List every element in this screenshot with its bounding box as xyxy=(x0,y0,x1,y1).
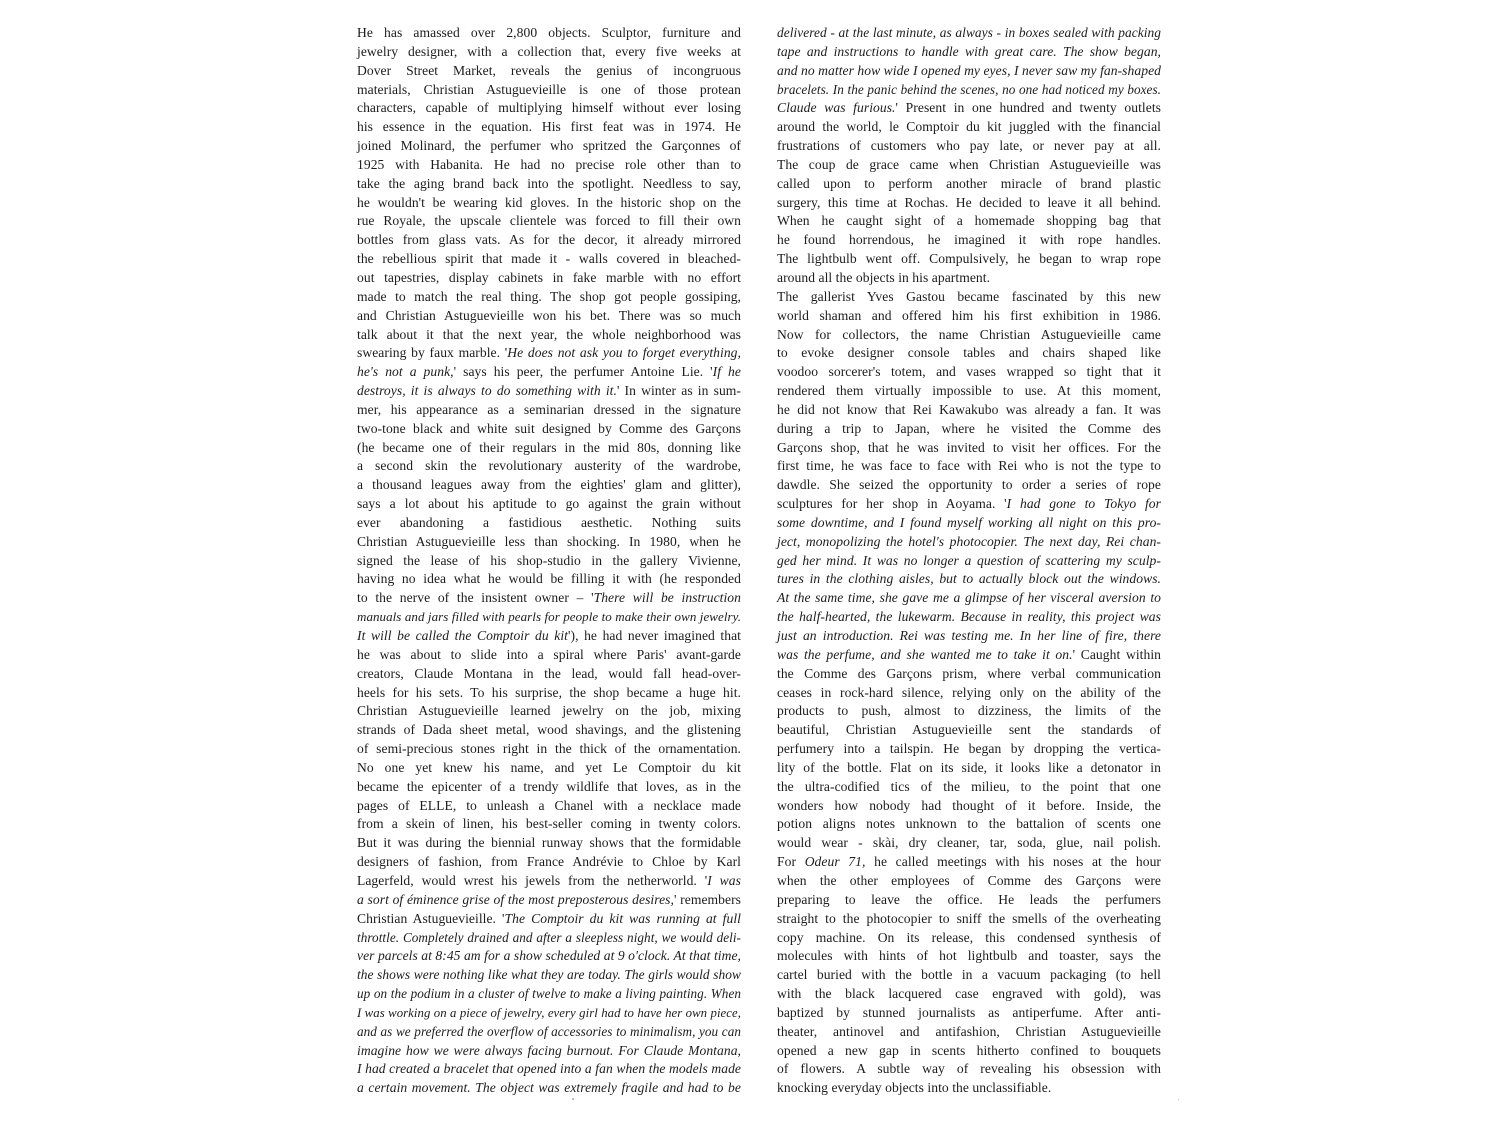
text-line xyxy=(357,1023,741,1042)
text-line xyxy=(777,401,1161,420)
italic-quote-segment: up on the podium in a cluster of twelve to make a living painting. When xyxy=(357,986,741,1002)
italic-quote-segment: and no matter how wide I opened my eyes, I never saw my fan-shaped xyxy=(777,62,1161,78)
text-segment: made to match the real thing. The shop got people gossiping, xyxy=(357,288,741,304)
text-segment: to the nerve of the insistent owner – ' xyxy=(357,590,594,606)
text-line xyxy=(777,702,1161,721)
italic-quote-segment: a certain movement. The object was extremely fragile and had to be xyxy=(357,1080,741,1096)
text-segment: to evoke designer console tables and chairs shaped like xyxy=(777,345,1161,361)
text-segment: Dover Street Market, reveals the genius of incongruous xyxy=(357,62,741,78)
text-segment: ' Caught within xyxy=(1072,646,1161,662)
text-segment: cartel buried with the bottle in a vacuum packaging (to hell xyxy=(777,967,1161,983)
italic-quote-segment: ged her mind. It was no longer a question of scattering my sculp- xyxy=(777,552,1161,568)
text-segment: straight to the photocopier to sniff the smells of the overheating xyxy=(777,910,1161,926)
italic-quote-segment: some downtime, and I found myself working all night on this pro- xyxy=(777,514,1161,530)
text-line xyxy=(357,740,741,759)
italic-quote-segment: manuals and jars filled with pearls for people to make their own jewelry. xyxy=(357,609,741,625)
italic-quote-segment: just an introduction. Rei was testing me. In her line of fire, there xyxy=(777,628,1161,643)
text-line xyxy=(357,929,741,948)
text-segment: the rebellious spirit that made it - walls covered in bleached- xyxy=(357,251,741,267)
text-line xyxy=(777,552,1161,571)
text-line xyxy=(357,608,741,627)
text-line xyxy=(357,721,741,740)
text-segment: Now for collectors, the name Christian Astuguevieille came xyxy=(777,326,1161,342)
text-segment: ' remembers xyxy=(673,891,741,907)
text-segment: of semi-precious stones right in the thick of the ornamentation. xyxy=(357,741,741,757)
text-segment: and Christian Astuguevieille won his bet. There was so much xyxy=(357,307,741,323)
text-line xyxy=(357,212,741,231)
text-segment: called upon to perform another miracle of brand plastic xyxy=(777,175,1161,191)
text-segment: The coup de grace came when Christian Astuguevieille was xyxy=(777,156,1161,172)
text-line xyxy=(357,815,741,834)
italic-quote-segment: throttle. Completely drained and after a sleepless night, we would deli- xyxy=(357,929,741,945)
text-line xyxy=(357,778,741,797)
text-line xyxy=(357,420,741,439)
italic-quote-segment: tures in the clothing aisles, but to actually block out the windows. xyxy=(777,571,1161,587)
italic-quote-segment: delivered - at the last minute, as always - in boxes sealed with packing xyxy=(777,25,1161,40)
italic-quote-segment: he's not a punk, xyxy=(357,364,454,380)
text-line xyxy=(357,457,741,476)
italic-quote-segment: At the same time, she gave me a glimpse of her visceral aversion to xyxy=(777,590,1161,606)
text-segment: ever abandoning a fastidious aesthetic. Nothing suits xyxy=(357,514,741,530)
text-segment: around the world, le Comptoir du kit juggled with the financial xyxy=(777,119,1161,135)
text-line xyxy=(357,834,741,853)
text-line xyxy=(357,439,741,458)
text-line xyxy=(357,514,741,533)
text-line xyxy=(357,1042,741,1061)
text-line xyxy=(777,684,1161,703)
text-line xyxy=(357,910,741,929)
text-segment: during a trip to Japan, where he visited the Comme des xyxy=(777,420,1161,436)
italic-quote-segment: I had gone to Tokyo for xyxy=(1006,496,1161,512)
text-segment: Christian Astuguevieille learned jewelry on the job, mixing xyxy=(357,703,741,719)
text-segment: two-tone black and white suit designed by Comme des Garçons xyxy=(357,420,741,436)
text-line xyxy=(357,533,741,552)
italic-quote-segment: Claude was furious. xyxy=(777,100,896,116)
text-segment: beautiful, Christian Astuguevieille sent the standards of xyxy=(777,722,1161,738)
text-line xyxy=(777,891,1161,910)
text-segment: When he caught sight of a homemade shopping bag that xyxy=(777,213,1161,229)
text-segment: joined Molinard, the perfumer who spritzed the Garçonnes of xyxy=(357,138,741,154)
text-segment: ' Present in one hundred and twenty outlets xyxy=(895,100,1161,116)
text-segment: swearing by faux marble. ' xyxy=(357,345,508,361)
text-segment: surgery, this time at Rochas. He decided to leave it all behind. xyxy=(777,194,1161,210)
text-segment: pages of ELLE, to unleash a Chanel with a necklace made xyxy=(357,797,741,813)
text-line xyxy=(777,118,1161,137)
text-line xyxy=(777,194,1161,213)
text-line xyxy=(357,1060,741,1079)
italic-quote-segment: destroys, it is always to do something with it. xyxy=(357,383,617,399)
text-line xyxy=(777,307,1161,326)
italic-quote-segment: The Comptoir du kit was running at full xyxy=(504,910,741,926)
text-line xyxy=(777,1060,1161,1079)
text-line xyxy=(357,495,741,514)
italic-quote-segment: It will be called the Comptoir du kit xyxy=(357,628,569,643)
text-line xyxy=(777,929,1161,948)
text-column-left xyxy=(357,24,741,1109)
text-line xyxy=(777,815,1161,834)
text-line xyxy=(357,759,741,778)
text-line xyxy=(357,175,741,194)
text-segment: baptized by stunned journalists as antiperfume. After anti- xyxy=(777,1004,1161,1020)
italic-quote-segment: the half-hearted, the lukewarm. Because in reality, this project was xyxy=(777,609,1161,625)
text-segment: characters, capable of multiplying himself without ever losing xyxy=(357,100,741,116)
italic-quote-segment: tape and instructions to handle with great care. The show began, xyxy=(777,43,1161,59)
text-segment: rendered them virtually impossible to use. At this moment, xyxy=(777,383,1161,399)
text-line xyxy=(777,627,1161,646)
italic-quote-segment: imagine how we were always facing burnout. For Claude Montana, xyxy=(357,1042,741,1058)
text-line xyxy=(357,401,741,420)
text-column-right xyxy=(777,24,1161,1109)
text-line xyxy=(357,947,741,966)
text-line xyxy=(777,759,1161,778)
text-line xyxy=(357,118,741,137)
text-line xyxy=(777,24,1161,43)
text-line xyxy=(777,420,1161,439)
text-line xyxy=(777,326,1161,345)
text-line xyxy=(357,231,741,250)
text-line xyxy=(777,985,1161,1004)
italic-quote-segment: and as we preferred the overflow of accessories to minimalism, you can xyxy=(357,1023,741,1039)
text-segment: potion aligns notes unknown to the battalion of scents one xyxy=(777,816,1161,832)
text-segment: talk about it that the next year, the whole neighborhood was xyxy=(357,326,741,342)
text-segment: a second skin the revolutionary austerity of the wardrobe, xyxy=(357,458,741,474)
text-line xyxy=(357,966,741,985)
text-segment: signed the lease of his shop-studio in the gallery Vivienne, xyxy=(357,552,741,568)
text-segment: Lagerfeld, would wrest his jewels from the netherworld. ' xyxy=(357,872,708,888)
text-segment: a thousand leagues away from the eighties' glam and glitter), xyxy=(357,477,741,493)
text-line xyxy=(777,646,1161,665)
text-line xyxy=(777,1042,1161,1061)
text-line xyxy=(777,797,1161,816)
text-segment: 1925 with Habanita. He had no precise role other than to xyxy=(357,156,741,172)
text-segment: For xyxy=(777,854,805,870)
text-line xyxy=(357,156,741,175)
text-line xyxy=(777,1004,1161,1023)
text-segment: rue Royale, the upscale clientele was forced to fill their own xyxy=(357,213,741,229)
text-line xyxy=(777,363,1161,382)
text-segment: sculptures for her shop in Aoyama. ' xyxy=(777,496,1007,512)
text-segment: molecules with hints of hot lightbulb and toaster, says the xyxy=(777,948,1161,964)
text-segment: out tapestries, display cabinets in fake marble with no effort xyxy=(357,269,741,285)
text-segment: the Comme des Garçons prism, where verbal communication xyxy=(777,665,1161,681)
text-line xyxy=(777,62,1161,81)
italic-quote-segment: Odeur 71, xyxy=(804,854,866,870)
text-line xyxy=(357,250,741,269)
text-segment: materials, Christian Astuguevieille is one of those protean xyxy=(357,81,741,97)
text-segment: he found horrendous, he imagined it with rope handles. xyxy=(777,232,1161,248)
text-segment: dawdle. She seized the opportunity to order a series of rope xyxy=(777,477,1161,493)
text-line xyxy=(357,24,741,43)
italic-quote-segment: If he xyxy=(712,364,741,380)
text-segment: mer, his appearance as a seminarian dressed in the signature xyxy=(357,401,741,417)
text-segment: Christian Astuguevieille. ' xyxy=(357,910,505,926)
text-line xyxy=(777,156,1161,175)
text-line xyxy=(357,684,741,703)
text-segment: having no idea what he would be filling it with (he responded xyxy=(357,571,741,587)
text-line xyxy=(777,740,1161,759)
text-line xyxy=(357,797,741,816)
text-line xyxy=(777,212,1161,231)
text-line xyxy=(357,43,741,62)
text-segment: Christian Astuguevieille less than shocking. In 1980, when he xyxy=(357,533,741,549)
text-line xyxy=(777,231,1161,250)
italic-quote-segment: ject, monopolizing the hotel's photocopier. The next day, Rei chan- xyxy=(777,533,1161,549)
text-line xyxy=(777,382,1161,401)
text-segment: strands of Dada sheet metal, wood shavings, and the glistening xyxy=(357,722,741,738)
text-line xyxy=(777,947,1161,966)
text-line xyxy=(777,1023,1161,1042)
text-line xyxy=(777,1079,1161,1098)
italic-quote-segment: bracelets. In the panic behind the scenes, no one had noticed my boxes. xyxy=(777,81,1161,97)
italic-quote-segment: ver parcels at 8:45 am for a show scheduled at 9 o'clock. At that time, xyxy=(357,948,742,964)
text-line xyxy=(357,1004,741,1023)
text-line xyxy=(357,99,741,118)
text-segment: (he became one of their regulars in the mid 80s, donning like xyxy=(357,439,741,455)
text-segment: He has amassed over 2,800 objects. Sculptor, furniture and xyxy=(357,25,741,40)
text-segment: '), he had never imagined that xyxy=(568,628,742,643)
text-line xyxy=(357,137,741,156)
text-line xyxy=(357,853,741,872)
text-segment: bottles from glass vats. As for the decor, it already mirrored xyxy=(357,232,741,248)
text-line xyxy=(777,81,1161,100)
text-line xyxy=(357,552,741,571)
text-segment: preparing to leave the office. He leads the perfumers xyxy=(777,891,1161,907)
text-line xyxy=(777,269,1161,288)
text-line xyxy=(357,269,741,288)
text-segment: became the epicenter of a trendy wildlife that loves, as in the xyxy=(357,778,741,794)
text-segment: around all the objects in his apartment. xyxy=(777,269,991,285)
text-segment: he called meetings with his noses at the hour xyxy=(865,854,1162,870)
text-segment: But it was during the biennial runway shows that the formidable xyxy=(357,835,741,851)
text-segment: copy machine. On its release, this condensed synthesis of xyxy=(777,929,1161,945)
text-segment: first time, he was face to face with Rei who is not the type to xyxy=(777,458,1161,474)
text-line xyxy=(357,344,741,363)
text-line xyxy=(357,872,741,891)
text-segment: jewelry designer, with a collection that, every five weeks at xyxy=(357,43,741,59)
italic-quote-segment: I was xyxy=(707,872,741,888)
text-line xyxy=(357,702,741,721)
text-line xyxy=(357,62,741,81)
text-line xyxy=(777,966,1161,985)
text-line xyxy=(777,721,1161,740)
text-segment: voodoo sorcerer's totem, and vases wrapped so tight that it xyxy=(777,364,1161,380)
text-line xyxy=(777,589,1161,608)
text-segment: Garçons shop, that he was invited to visit her offices. For the xyxy=(777,439,1161,455)
text-segment: he wouldn't be wearing kid gloves. In the historic shop on the xyxy=(357,194,741,210)
italic-quote-segment: I was working on a piece of jewelry, every girl had to have her own piece, xyxy=(357,1005,741,1020)
text-segment: with the black lacquered case engraved with gold), was xyxy=(777,986,1161,1002)
text-line xyxy=(777,665,1161,684)
text-segment: says a lot about his aptitude to go against the grain without xyxy=(357,496,741,512)
text-line xyxy=(777,834,1161,853)
text-segment: from a skein of linen, his best-seller coming in twenty colors. xyxy=(357,816,741,832)
text-segment: wonders how nobody had thought of it before. Inside, the xyxy=(777,797,1161,813)
text-line xyxy=(357,570,741,589)
text-line xyxy=(357,891,741,910)
text-segment: his essence in the equation. His first feat was in 1974. He xyxy=(357,119,741,135)
text-segment: the ultra-codified tics of the milieu, to the point that one xyxy=(777,778,1161,794)
text-line xyxy=(357,307,741,326)
text-segment: ' says his peer, the perfumer Antoine Lie. ' xyxy=(453,364,713,380)
text-segment: knocking everyday objects into the unclassifiable. xyxy=(777,1080,1052,1096)
text-line xyxy=(777,910,1161,929)
italic-quote-segment: I had created a bracelet that opened into a fan when the models made xyxy=(357,1061,741,1077)
text-line xyxy=(357,1079,741,1098)
text-segment: world shaman and offered him his first exhibition in 1986. xyxy=(777,307,1161,323)
italic-quote-segment: There will be instruction xyxy=(593,590,741,606)
text-line xyxy=(357,985,741,1004)
text-segment: when the other employees of Comme des Garçons were xyxy=(777,872,1161,888)
text-segment: creators, Claude Montana in the lead, would fall head-over- xyxy=(357,665,741,681)
text-line xyxy=(357,627,741,646)
text-segment: The gallerist Yves Gastou became fascinated by this new xyxy=(777,288,1161,304)
text-line xyxy=(777,250,1161,269)
text-segment: take the aging brand back into the spotlight. Needless to say, xyxy=(357,175,741,191)
text-line xyxy=(357,363,741,382)
text-segment: opened a new gap in scents hitherto confined to bouquets xyxy=(777,1042,1161,1058)
text-line xyxy=(357,194,741,213)
text-line xyxy=(777,99,1161,118)
scan-speck xyxy=(1178,1099,1179,1100)
text-segment: would wear - skài, dry cleaner, tar, soda, glue, nail polish. xyxy=(777,835,1161,851)
text-line xyxy=(777,495,1161,514)
text-segment: designers of fashion, from France Andrévie to Chloe by Karl xyxy=(357,854,741,870)
text-segment: theater, antinovel and antifashion, Christian Astuguevieille xyxy=(777,1023,1161,1039)
text-line xyxy=(777,514,1161,533)
italic-quote-segment: He does not ask you to forget everything, xyxy=(507,345,741,361)
text-line xyxy=(777,288,1161,307)
text-segment: he was about to slide into a spiral where Paris' avant-garde xyxy=(357,646,741,662)
text-line xyxy=(777,533,1161,552)
text-line xyxy=(777,570,1161,589)
text-line xyxy=(777,608,1161,627)
italic-quote-segment: the shows were nothing like what they are today. The girls would show xyxy=(357,967,741,983)
text-line xyxy=(777,43,1161,62)
text-line xyxy=(357,81,741,100)
text-line xyxy=(777,476,1161,495)
text-line xyxy=(357,382,741,401)
text-line xyxy=(777,457,1161,476)
text-line xyxy=(777,778,1161,797)
text-line xyxy=(357,646,741,665)
scan-speck xyxy=(572,1098,574,1100)
text-line xyxy=(777,344,1161,363)
text-line xyxy=(777,137,1161,156)
text-line xyxy=(357,589,741,608)
text-segment: heels for his sets. To his surprise, the shop became a huge hit. xyxy=(357,684,741,700)
text-line xyxy=(357,476,741,495)
text-segment: The lightbulb went off. Compulsively, he began to wrap rope xyxy=(777,251,1161,267)
text-line xyxy=(777,175,1161,194)
text-segment: lity of the bottle. Flat on its side, it looks like a detonator in xyxy=(777,759,1161,775)
italic-quote-segment: was the perfume, and she wanted me to take it on. xyxy=(777,646,1073,662)
text-segment: of flowers. A subtle way of revealing his obsession with xyxy=(777,1061,1161,1077)
text-segment: ceases in rock-hard silence, relying only on the ability of the xyxy=(777,684,1161,700)
text-segment: frustrations of customers who pay late, or never pay at all. xyxy=(777,138,1161,154)
text-line xyxy=(357,665,741,684)
text-line xyxy=(777,853,1161,872)
text-line xyxy=(777,439,1161,458)
text-line xyxy=(357,326,741,345)
text-segment: products to push, almost to dizziness, the limits of the xyxy=(777,703,1161,719)
text-segment: he did not know that Rei Kawakubo was already a fan. It was xyxy=(777,401,1161,417)
text-segment: No one yet knew his name, and yet Le Comptoir du kit xyxy=(357,759,741,775)
text-line xyxy=(357,288,741,307)
text-segment: perfumery into a tailspin. He began by dropping the vertica- xyxy=(777,741,1161,757)
text-segment: ' In winter as in sum- xyxy=(616,383,741,399)
italic-quote-segment: a sort of éminence grise of the most preposterous desires, xyxy=(357,891,674,907)
text-line xyxy=(777,872,1161,891)
